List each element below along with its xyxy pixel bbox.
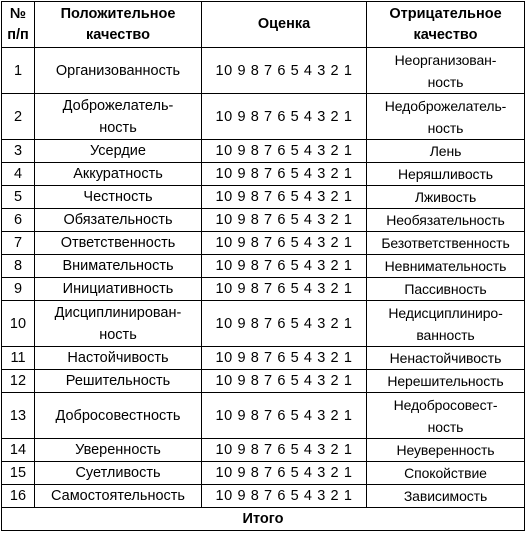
score-scale: 10 9 8 7 6 5 4 3 2 1 — [202, 301, 367, 347]
negative-quality: Нерешительность — [367, 370, 525, 393]
table-row — [2, 393, 525, 439]
row-number: 16 — [2, 485, 35, 508]
score-scale: 10 9 8 7 6 5 4 3 2 1 — [202, 186, 367, 209]
negative-quality: Спокойствие — [367, 462, 525, 485]
score-scale: 10 9 8 7 6 5 4 3 2 1 — [202, 347, 367, 370]
positive-quality: Добросовестность — [35, 393, 202, 439]
row-number: 1 — [2, 48, 35, 94]
positive-quality: Уверенность — [35, 439, 202, 462]
row-number: 2 — [2, 94, 35, 140]
score-scale: 10 9 8 7 6 5 4 3 2 1 — [202, 232, 367, 255]
score-scale: 10 9 8 7 6 5 4 3 2 1 — [202, 255, 367, 278]
score-scale: 10 9 8 7 6 5 4 3 2 1 — [202, 209, 367, 232]
row-number: 13 — [2, 393, 35, 439]
table-row — [2, 462, 525, 485]
score-scale: 10 9 8 7 6 5 4 3 2 1 — [202, 48, 367, 94]
row-number: 14 — [2, 439, 35, 462]
total-label: Итого — [2, 508, 525, 531]
score-scale: 10 9 8 7 6 5 4 3 2 1 — [202, 439, 367, 462]
positive-quality: Настойчивость — [35, 347, 202, 370]
row-number: 3 — [2, 140, 35, 163]
positive-quality: Самостоятельность — [35, 485, 202, 508]
score-scale: 10 9 8 7 6 5 4 3 2 1 — [202, 393, 367, 439]
positive-quality: Решительность — [35, 370, 202, 393]
negative-quality: Невнимательность — [367, 255, 525, 278]
negative-quality: Безответственность — [367, 232, 525, 255]
positive-quality: Честность — [35, 186, 202, 209]
negative-quality: Неорганизован- ность — [367, 48, 525, 94]
table-row — [2, 186, 525, 209]
positive-quality: Ответственность — [35, 232, 202, 255]
negative-quality: Неряшливость — [367, 163, 525, 186]
table-body — [2, 48, 525, 508]
table-row — [2, 232, 525, 255]
score-scale: 10 9 8 7 6 5 4 3 2 1 — [202, 94, 367, 140]
negative-quality: Неуверенность — [367, 439, 525, 462]
positive-quality: Доброжелатель- ность — [35, 94, 202, 140]
negative-quality: Пассивность — [367, 278, 525, 301]
positive-quality: Инициативность — [35, 278, 202, 301]
score-scale: 10 9 8 7 6 5 4 3 2 1 — [202, 140, 367, 163]
negative-quality: Лживость — [367, 186, 525, 209]
score-scale: 10 9 8 7 6 5 4 3 2 1 — [202, 278, 367, 301]
table-header-row — [2, 2, 525, 48]
row-number: 5 — [2, 186, 35, 209]
header-positive-quality: Положительное качество — [35, 2, 202, 48]
row-number: 6 — [2, 209, 35, 232]
positive-quality: Внимательность — [35, 255, 202, 278]
header-score: Оценка — [202, 2, 367, 48]
negative-quality: Недоброжелатель- ность — [367, 94, 525, 140]
table-row — [2, 370, 525, 393]
table-row — [2, 140, 525, 163]
total-row — [2, 508, 525, 531]
row-number: 9 — [2, 278, 35, 301]
table-row — [2, 209, 525, 232]
table-row — [2, 94, 525, 140]
positive-quality: Суетливость — [35, 462, 202, 485]
positive-quality: Организованность — [35, 48, 202, 94]
score-scale: 10 9 8 7 6 5 4 3 2 1 — [202, 370, 367, 393]
row-number: 11 — [2, 347, 35, 370]
table-row — [2, 255, 525, 278]
table-row — [2, 301, 525, 347]
score-scale: 10 9 8 7 6 5 4 3 2 1 — [202, 462, 367, 485]
row-number: 12 — [2, 370, 35, 393]
table-row — [2, 439, 525, 462]
positive-quality: Аккуратность — [35, 163, 202, 186]
table-row — [2, 163, 525, 186]
header-number: № п/п — [2, 2, 35, 48]
table-row — [2, 485, 525, 508]
positive-quality: Дисциплинирован- ность — [35, 301, 202, 347]
header-negative-quality: Отрицательное качество — [367, 2, 525, 48]
negative-quality: Недисциплиниро- ванность — [367, 301, 525, 347]
row-number: 8 — [2, 255, 35, 278]
quality-rating-table — [1, 1, 525, 531]
row-number: 4 — [2, 163, 35, 186]
table-row — [2, 347, 525, 370]
table-row — [2, 48, 525, 94]
positive-quality: Усердие — [35, 140, 202, 163]
negative-quality: Ненастойчивость — [367, 347, 525, 370]
negative-quality: Недобросовест- ность — [367, 393, 525, 439]
score-scale: 10 9 8 7 6 5 4 3 2 1 — [202, 485, 367, 508]
row-number: 15 — [2, 462, 35, 485]
negative-quality: Лень — [367, 140, 525, 163]
positive-quality: Обязательность — [35, 209, 202, 232]
negative-quality: Зависимость — [367, 485, 525, 508]
score-scale: 10 9 8 7 6 5 4 3 2 1 — [202, 163, 367, 186]
negative-quality: Необязательность — [367, 209, 525, 232]
table-row — [2, 278, 525, 301]
row-number: 10 — [2, 301, 35, 347]
row-number: 7 — [2, 232, 35, 255]
